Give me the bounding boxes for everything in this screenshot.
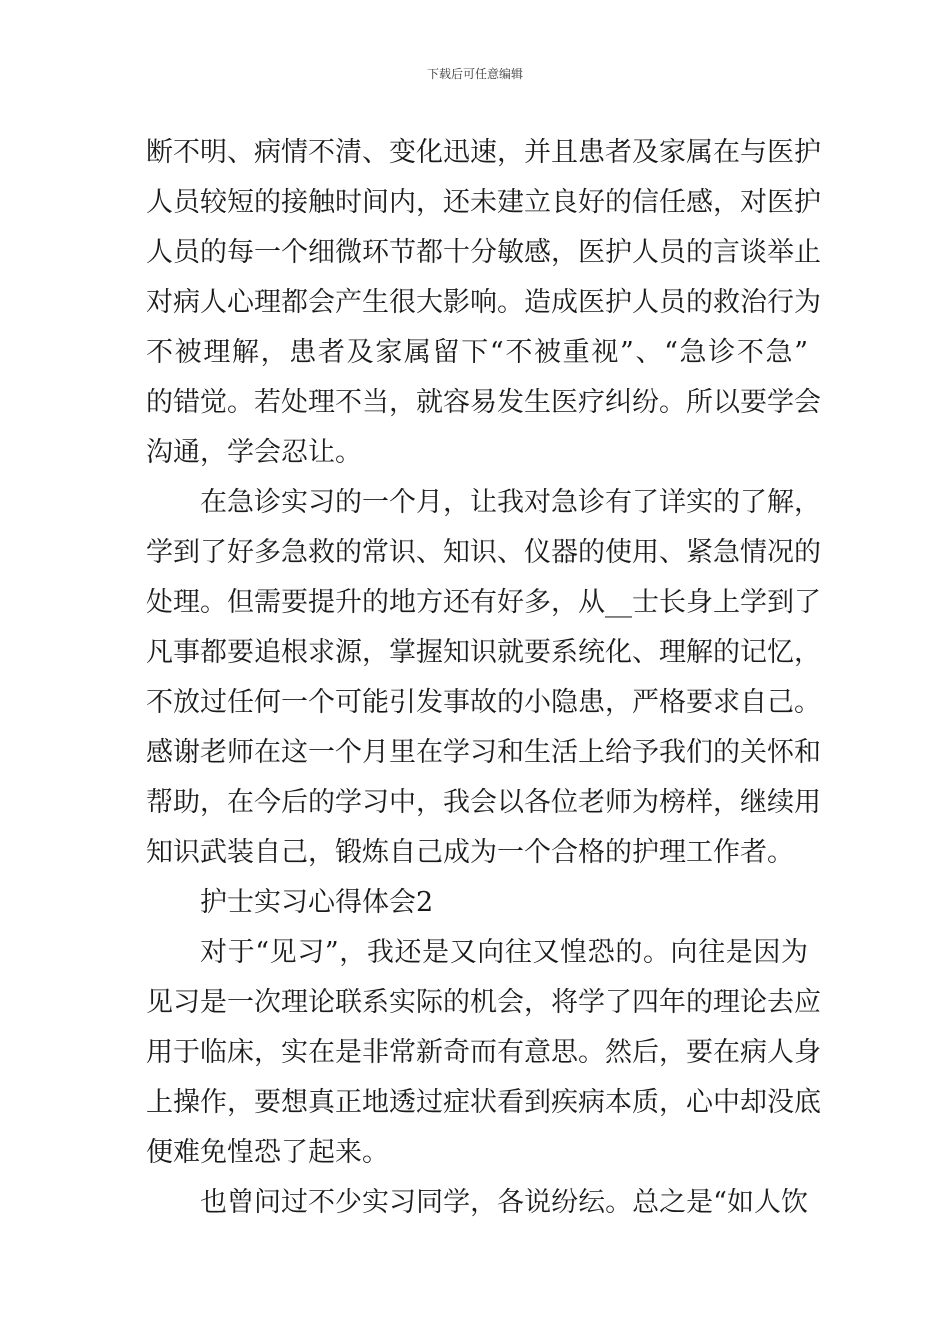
section-heading-text: 护士实习心得体会2	[200, 887, 434, 918]
text-line: 处理。但需要提升的地方还有好多，从__士长身上学到了	[146, 587, 821, 618]
text-line: 人员较短的接触时间内，还未建立良好的信任感，对医护	[146, 187, 821, 218]
section-heading	[146, 878, 808, 928]
text-line: 知识武装自己，锻炼自己成为一个合格的护理工作者。	[146, 837, 794, 868]
text-line: 不放过任何一个可能引发事故的小隐患，严格要求自己。	[146, 687, 821, 718]
text-line: 在急诊实习的一个月，让我对急诊有了详实的了解，	[200, 487, 821, 518]
paragraph	[146, 478, 821, 878]
text-line: 对病人心理都会产生很大影响。造成医护人员的救治行为	[146, 287, 821, 318]
text-line: 帮助，在今后的学习中，我会以各位老师为榜样，继续用	[146, 787, 821, 818]
text-line: 断不明、病情不清、变化迅速，并且患者及家属在与医护	[146, 137, 821, 168]
text-line: 用于临床，实在是非常新奇而有意思。然后，要在病人身	[146, 1037, 821, 1068]
text-line: 沟通，学会忍让。	[146, 437, 362, 468]
text-line: 不被理解，患者及家属留下“不被重视”、“急诊不急”	[146, 337, 808, 368]
text-line: 凡事都要追根求源，掌握知识就要系统化、理解的记忆，	[146, 637, 821, 668]
text-line: 对于“见习”，我还是又向往又惶恐的。向往是因为	[200, 937, 808, 968]
text-line: 的错觉。若处理不当，就容易发生医疗纠纷。所以要学会	[146, 387, 821, 418]
paragraph	[146, 1178, 808, 1228]
text-line: 感谢老师在这一个月里在学习和生活上给予我们的关怀和	[146, 737, 821, 768]
text-line: 也曾问过不少实习同学，各说纷纭。总之是“如人饮	[200, 1187, 808, 1218]
text-line: 见习是一次理论联系实际的机会，将学了四年的理论去应	[146, 987, 821, 1018]
text-line: 便难免惶恐了起来。	[146, 1137, 389, 1168]
page-header: 下载后可任意编辑	[426, 67, 523, 81]
text-line: 人员的每一个细微环节都十分敏感，医护人员的言谈举止	[146, 237, 821, 268]
text-line: 上操作，要想真正地透过症状看到疾病本质，心中却没底	[146, 1087, 821, 1118]
paragraph	[146, 128, 821, 478]
paragraph	[146, 928, 821, 1178]
document-body	[146, 128, 821, 1228]
text-line: 学到了好多急救的常识、知识、仪器的使用、紧急情况的	[146, 537, 821, 568]
